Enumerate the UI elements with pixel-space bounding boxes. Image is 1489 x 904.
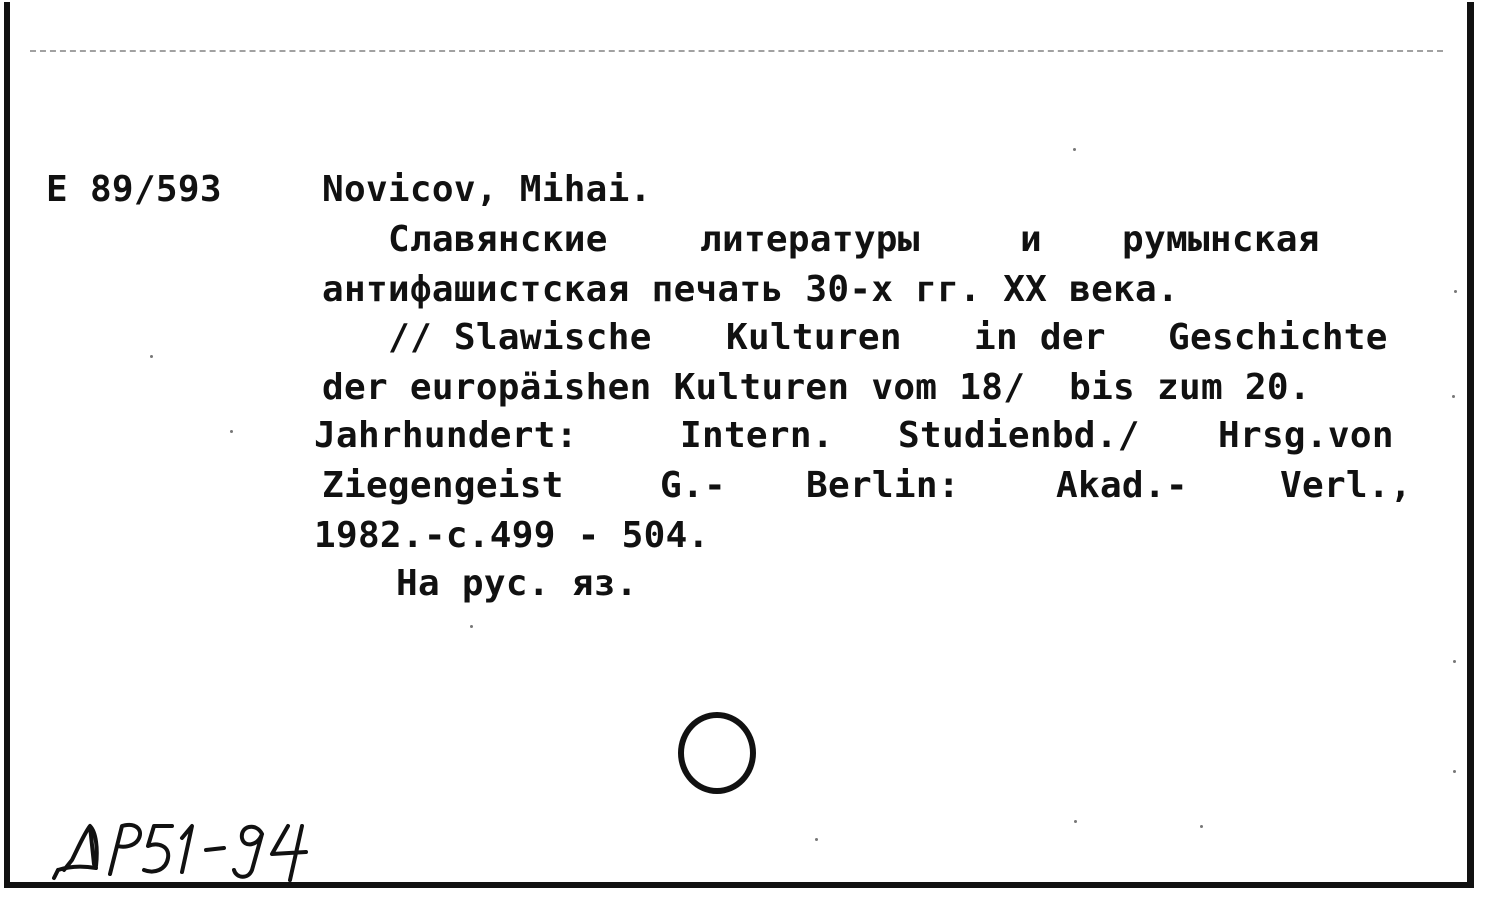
speck — [1453, 660, 1456, 663]
source-word: Ziegengeist — [322, 465, 564, 506]
speck — [1454, 290, 1457, 293]
handwritten-note — [50, 808, 340, 888]
speck — [815, 838, 818, 841]
source-word: Studienbd./ — [898, 415, 1140, 456]
speck — [470, 625, 473, 628]
source-word: G.- — [660, 465, 726, 506]
speck — [1074, 820, 1077, 823]
language-note: На рус. яз. — [396, 563, 638, 604]
source-word: Verl., — [1280, 465, 1412, 506]
title-word: Славянские — [388, 219, 608, 260]
punch-hole — [678, 712, 756, 794]
source-word: Hrsg.von — [1218, 415, 1394, 456]
speck — [150, 355, 153, 358]
source-word: Intern. — [680, 415, 834, 456]
top-dashed-divider — [30, 50, 1443, 52]
title-line: антифашистская печать 30-х гг. XX века. — [322, 269, 1179, 310]
source-line: der europäishen Kulturen vom 18/ bis zum 20. — [322, 367, 1311, 408]
speck — [1453, 770, 1456, 773]
speck — [1452, 395, 1455, 398]
speck — [230, 430, 233, 433]
title-word: литературы — [700, 219, 920, 260]
speck — [1073, 148, 1076, 151]
title-word: и — [1020, 219, 1042, 260]
author-heading: Novicov, Mihai. — [322, 169, 652, 210]
source-word: Akad.- — [1056, 465, 1188, 506]
source-word: in der — [974, 317, 1106, 358]
speck — [1200, 825, 1203, 828]
source-line: 1982.-c.499 - 504. — [314, 515, 710, 556]
source-word: // Slawische — [388, 317, 652, 358]
source-word: Berlin: — [806, 465, 960, 506]
title-word: румынская — [1122, 219, 1320, 260]
call-number: E 89/593 — [46, 169, 222, 210]
source-word: Kulturen — [726, 317, 902, 358]
source-word: Jahrhundert: — [314, 415, 578, 456]
source-word: Geschichte — [1168, 317, 1388, 358]
